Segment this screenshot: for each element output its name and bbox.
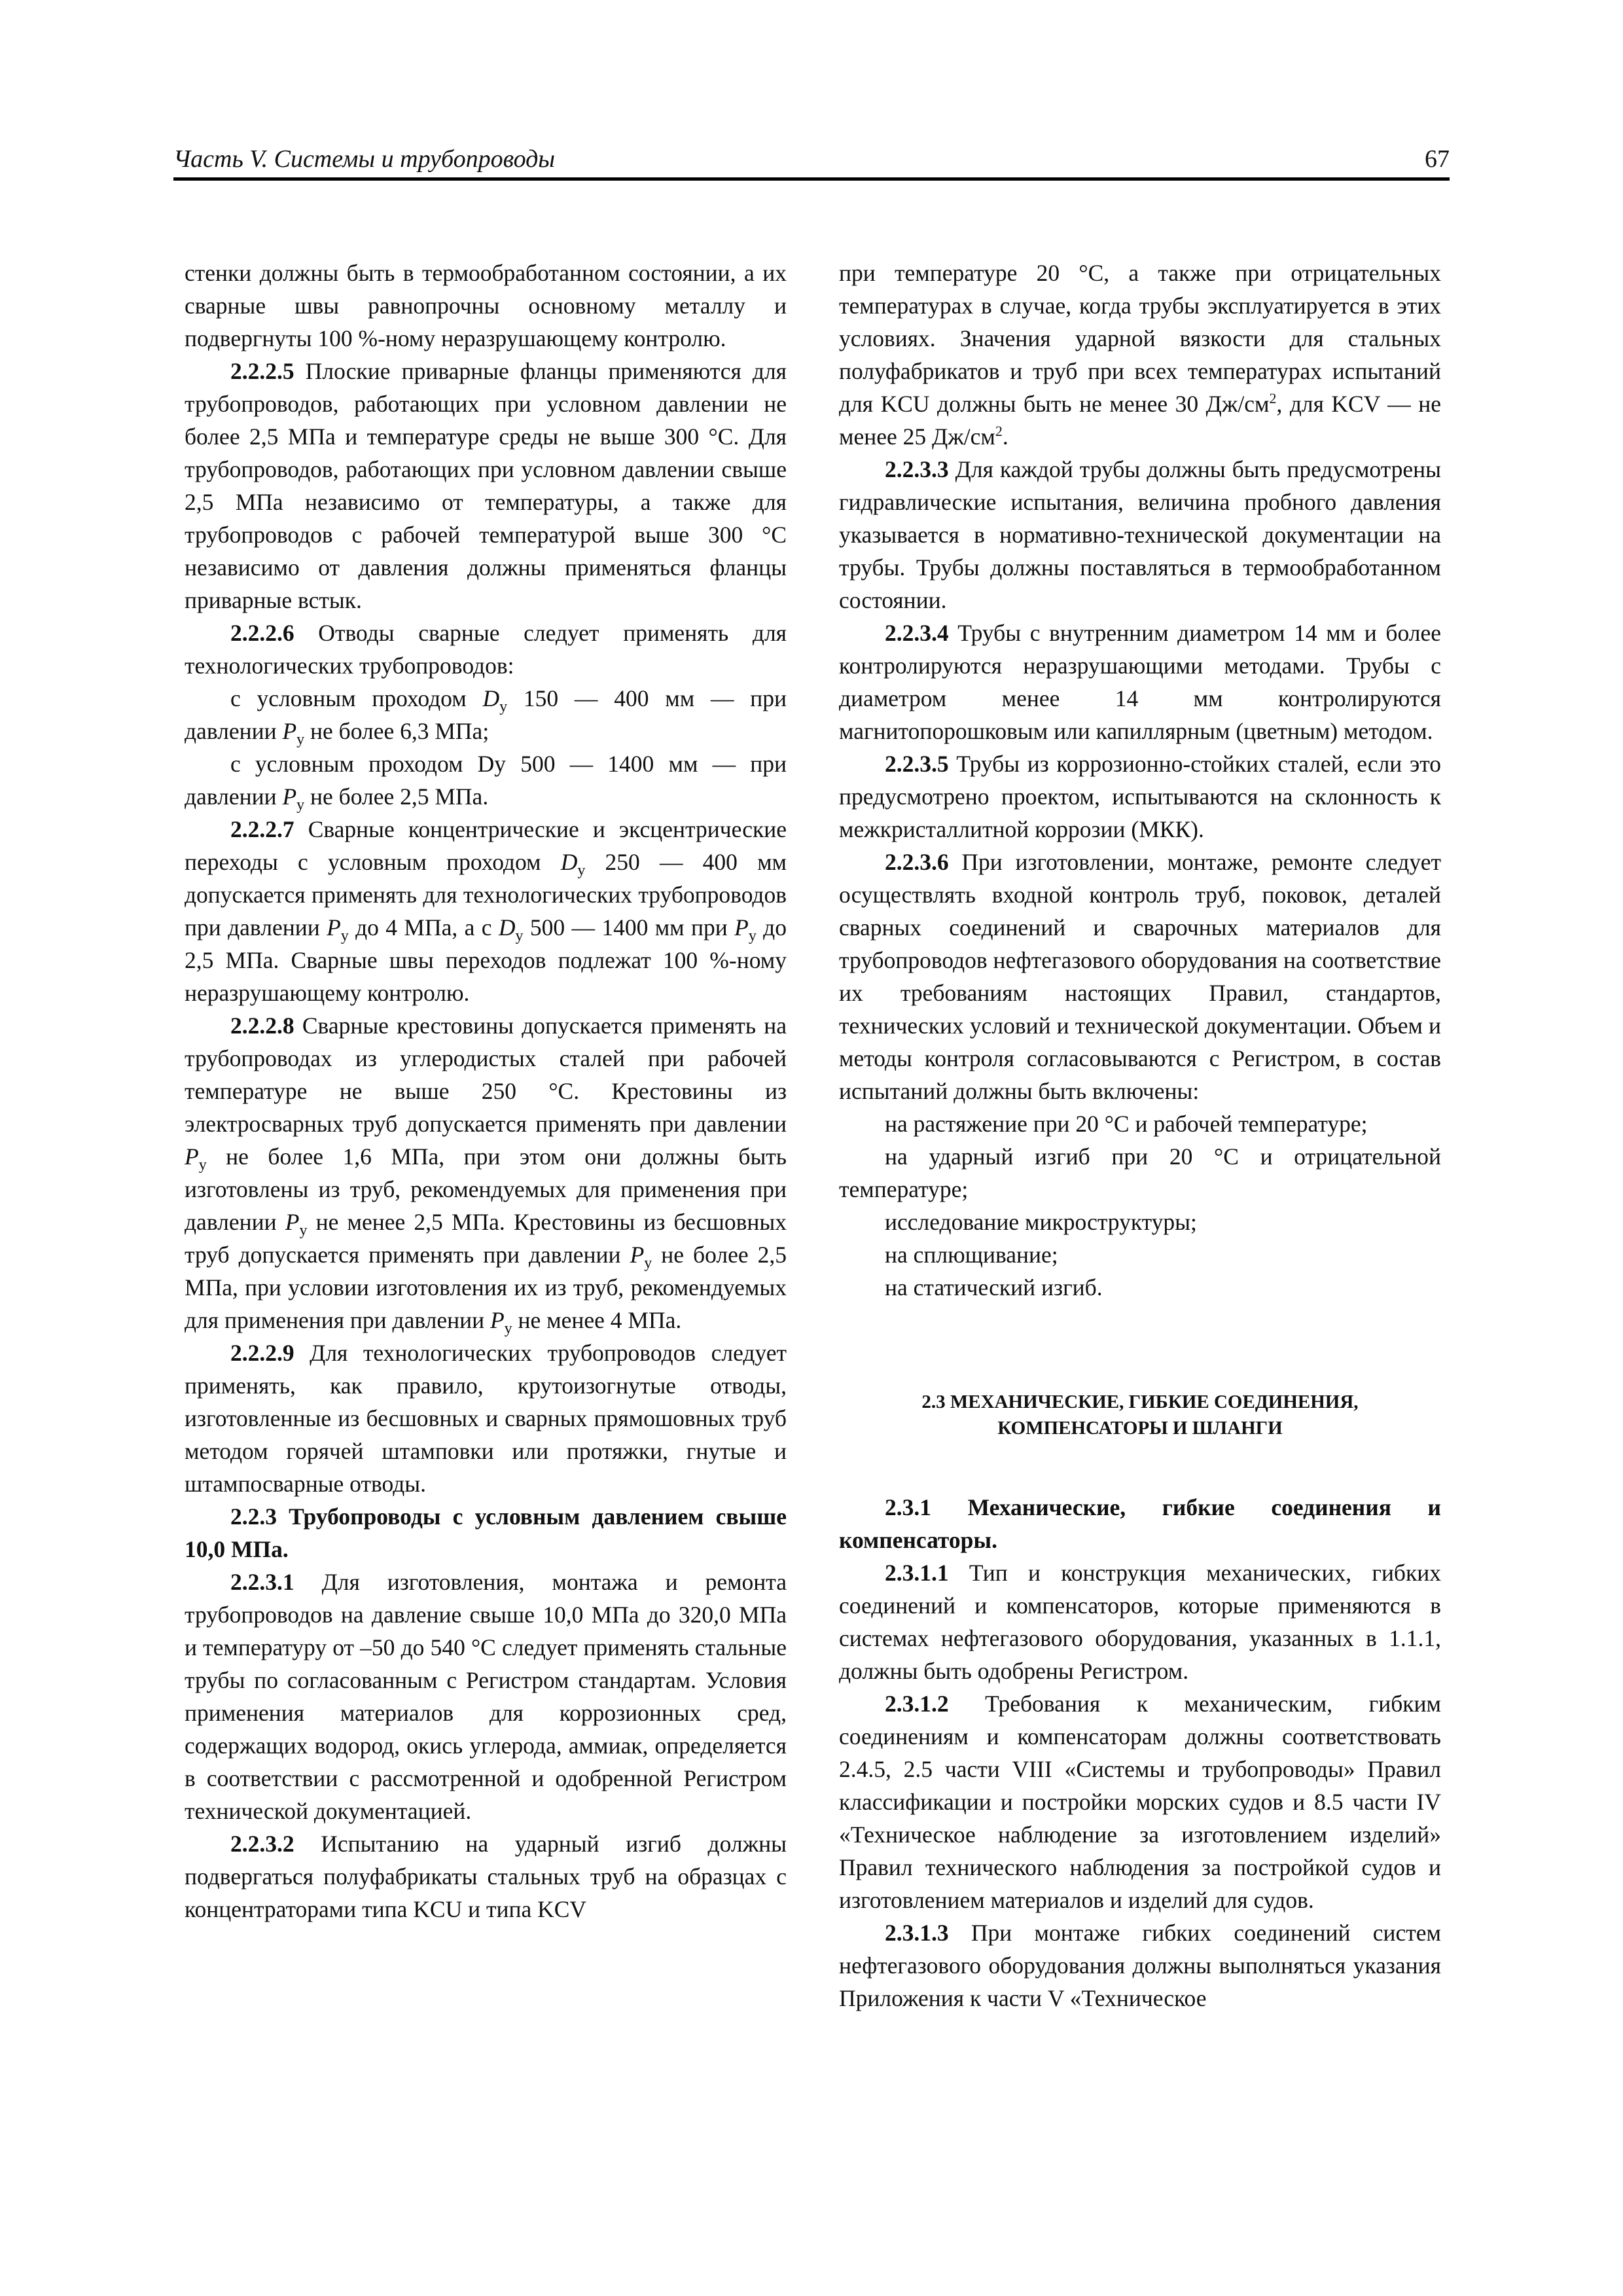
clause-text: Трубы с внутренним диаметром 14 мм и более контролируются неразрушающими методами. Трубы с диаметром менее 14 мм контролируются магнитопорошковым или капиллярным (цветным) методом. [839,620,1441,744]
symbol-d: D [498,914,516,941]
paragraph-2-3-1-3 [839,1916,1441,2015]
clause-text: Отводы сварные следует применять для технологических трубопроводов: [185,620,787,679]
clause-number: 2.2.3.3 [885,456,949,482]
clause-text: Требования к механическим, гибким соединениям и компенсаторам должны соответствовать 2.4.5, 2.5 части VIII «Системы и трубопроводы» Правил классификации и постройки морских судов и 8.5 части IV «Техническое наблюдение за изготовлением изделий» Правил технического наблюдения за постройкой судов и изготовлением материалов и изделий для судов. [839,1691,1441,1913]
list-item: исследование микроструктуры; [885,1209,1197,1235]
paragraph-2-2-3-6 [839,846,1441,1107]
section-heading [839,1389,1441,1441]
paragraph-2-2-3-3 [839,453,1441,617]
right-column [839,257,1441,2015]
superscript: 2 [1269,390,1277,407]
text: не более 2,5 МПа, при условии изготовления их из труб, рекомендуемых для применения при давлении [185,1242,787,1333]
text: не менее 4 МПа. [512,1307,682,1333]
symbol-p: P [285,1209,300,1235]
paragraph [839,257,1441,453]
symbol-p: P [327,914,341,941]
subsection-heading [839,1491,1441,1556]
paragraph-2-3-1-2 [839,1687,1441,1916]
clause-text: При монтаже гибких соединений систем нефтегазового оборудования должны выполняться указания Приложения к части V «Техническое [839,1920,1441,2011]
symbol-d: D [560,849,578,875]
paragraph-2-2-2-6 [185,617,787,682]
subsection-heading [185,1500,787,1566]
symbol-subscript: y [748,927,757,945]
clause-number: 2.3.1.2 [885,1691,949,1717]
text: с условным проходом [230,685,483,711]
clause-text: Тип и конструкция механических, гибких соединений и компенсаторов, которые применяются в системах нефтегазового оборудования, указанных в 1.1.1, должны быть одобрены Регистром. [839,1560,1441,1684]
page-number: 67 [1425,145,1450,173]
paragraph: стенки должны быть в термообработанном состоянии, а их сварные швы равнопрочны основному металлу и подвергнуты 100 %-ному неразрушающему контролю. [185,260,787,351]
subsection-title: 2.3.1 Механические, гибкие соединения и компенсаторы. [839,1494,1441,1553]
list-item [185,747,787,813]
clause-number: 2.2.2.9 [230,1340,294,1366]
paragraph-2-2-3-1 [185,1566,787,1827]
text: до 4 МПа, а с [348,914,499,941]
clause-number: 2.2.2.8 [230,1013,294,1039]
running-header [173,141,1450,181]
text: Сварные крестовины допускается применять на трубопроводах из углеродистых сталей при рабочей температуре не выше 250 °С. Крестовины из электросварных труб допускается применять при давлении [185,1013,787,1137]
symbol-p: P [282,718,297,744]
section-heading-line: 2.3 МЕХАНИЧЕСКИЕ, ГИБКИЕ СОЕДИНЕНИЯ, [921,1391,1359,1412]
clause-number: 2.3.1.1 [885,1560,949,1586]
subsection-title: 2.2.3 Трубопроводы с условным давлением свыше 10,0 МПа. [185,1503,787,1562]
clause-number: 2.2.3.2 [230,1831,294,1857]
symbol-subscript: y [515,927,524,945]
paragraph-2-2-2-5 [185,355,787,617]
list-item: на растяжение при 20 °С и рабочей температуре; [885,1111,1368,1137]
superscript: 2 [995,423,1003,440]
paragraph-2-2-3-2 [185,1827,787,1926]
clause-number: 2.2.2.6 [230,620,294,646]
text: 500 — 1400 мм при [523,914,735,941]
header-title: Часть V. Системы и трубопроводы [173,145,556,173]
clause-number: 2.3.1.3 [885,1920,949,1946]
symbol-subscript: y [504,1320,512,1338]
symbol-subscript: y [499,698,508,716]
symbol-subscript: y [577,862,586,880]
left-column [185,257,787,1926]
clause-text: Трубы из коррозионно-стойких сталей, если это предусмотрено проектом, испытываются на склонность к межкристаллитной коррозии (МКК). [839,751,1441,842]
list-item: на сплющивание; [885,1242,1058,1268]
text: 150 — 400 мм — при давлении [185,685,787,744]
clause-text: Плоские приварные фланцы применяются для трубопроводов, работающих при условном давлении не более 2,5 МПа и температуре среды не выше 300 °С. Для трубопроводов, работающих при условном давлении свыше 2,5 МПа независимо от температуры, а также для трубопроводов с рабочей температурой выше 300 °С независимо от давления должны применяться фланцы приварные встык. [185,358,787,613]
text: Сварные концентрические и эксцентрические переходы с условным проходом [185,816,787,875]
clause-text: Для технологических трубопроводов следует применять, как правило, крутоизогнутые отводы, изготовленные из бесшовных и сварных прямошовных труб методом горячей штамповки или протяжки, гнутые и штампосварные отводы. [185,1340,787,1497]
section-heading-line: КОМПЕНСАТОРЫ И ШЛАНГИ [997,1418,1283,1439]
paragraph-2-2-2-8 [185,1009,787,1336]
symbol-d: D [482,685,500,711]
clause-number: 2.2.2.7 [230,816,294,842]
clause-number: 2.2.3.1 [230,1569,294,1595]
text: не более 1,6 МПа, при этом они должны быть изготовлены из труб, рекомендуемых для применения при давлении [185,1143,787,1235]
text: при температуре 20 °С, а также при отрицательных температурах в случае, когда трубы эксплуатируется в этих условиях. Значения ударной вязкости для стальных полуфабрикатов и труб при всех температурах испытаний для KCU должны быть не менее 30 Дж/см [839,260,1441,417]
clause-text: Для каждой трубы должны быть предусмотрены гидравлические испытания, величина пробного давления указывается в нормативно-технической документации на трубы. Трубы должны поставляться в термообработанном состоянии. [839,456,1441,613]
text: не более 2,5 МПа. [304,783,489,810]
text: не менее 2,5 МПа. Крестовины из бесшовных труб допускается применять при давлении [185,1209,787,1268]
clause-text: Испытанию на ударный изгиб должны подвергаться полуфабрикаты стальных труб на образцах с концентраторами типа KCU и типа KCV [185,1831,787,1922]
symbol-p: P [734,914,749,941]
symbol-subscript: y [296,731,305,749]
clause-text: При изготовлении, монтаже, ремонте следует осуществлять входной контроль труб, поковок, деталей сварных соединений и сварочных материалов для трубопроводов нефтегазового оборудования на соответствие их требованиям настоящих Правил, стандартов, технических условий и технической документации. Объем и методы контроля согласовываются с Регистром, в состав испытаний должны быть включены: [839,849,1441,1104]
text: до 2,5 МПа. Сварные швы переходов подлежат 100 %-ному неразрушающему контролю. [185,914,787,1006]
text: с условным проходом Dy 500 — 1400 мм — при давлении [185,751,787,810]
clause-number: 2.2.3.5 [885,751,949,777]
clause-number: 2.2.3.6 [885,849,949,875]
text: . [1002,423,1008,450]
paragraph-2-2-3-4 [839,617,1441,747]
symbol-p: P [282,783,297,810]
symbol-p: P [490,1307,505,1333]
symbol-subscript: y [299,1222,308,1240]
text: , для KCV — не менее 25 Дж/см [839,391,1441,450]
list-item: на ударный изгиб при 20 °С и отрицательной температуре; [839,1143,1441,1202]
symbol-subscript: y [644,1255,652,1272]
list-item: на статический изгиб. [885,1274,1103,1300]
symbol-subscript: y [340,927,349,945]
symbol-p: P [185,1143,199,1170]
clause-text: Для изготовления, монтажа и ремонта трубопроводов на давление свыше 10,0 МПа до 320,0 МПа и температуру от –50 до 540 °С следует применять стальные трубы по согласованным с Регистром стандартам. Условия применения материалов для коррозионных сред, содержащих водород, окись углерода, аммиак, определяется в соответствии с рассмотренной и одобренной Регистром технической документацией. [185,1569,787,1824]
clause-number: 2.2.3.4 [885,620,949,646]
paragraph-2-2-2-9 [185,1336,787,1500]
list-item [185,682,787,747]
symbol-subscript: y [198,1157,207,1174]
text: 250 — 400 мм допускается применять для технологических трубопроводов при давлении [185,849,787,941]
symbol-subscript: y [296,797,305,814]
symbol-p: P [630,1242,645,1268]
clause-number: 2.2.2.5 [230,358,294,384]
paragraph-2-2-3-5 [839,747,1441,846]
text: не более 6,3 МПа; [304,718,490,744]
paragraph-2-3-1-1 [839,1556,1441,1687]
paragraph-2-2-2-7 [185,813,787,1009]
